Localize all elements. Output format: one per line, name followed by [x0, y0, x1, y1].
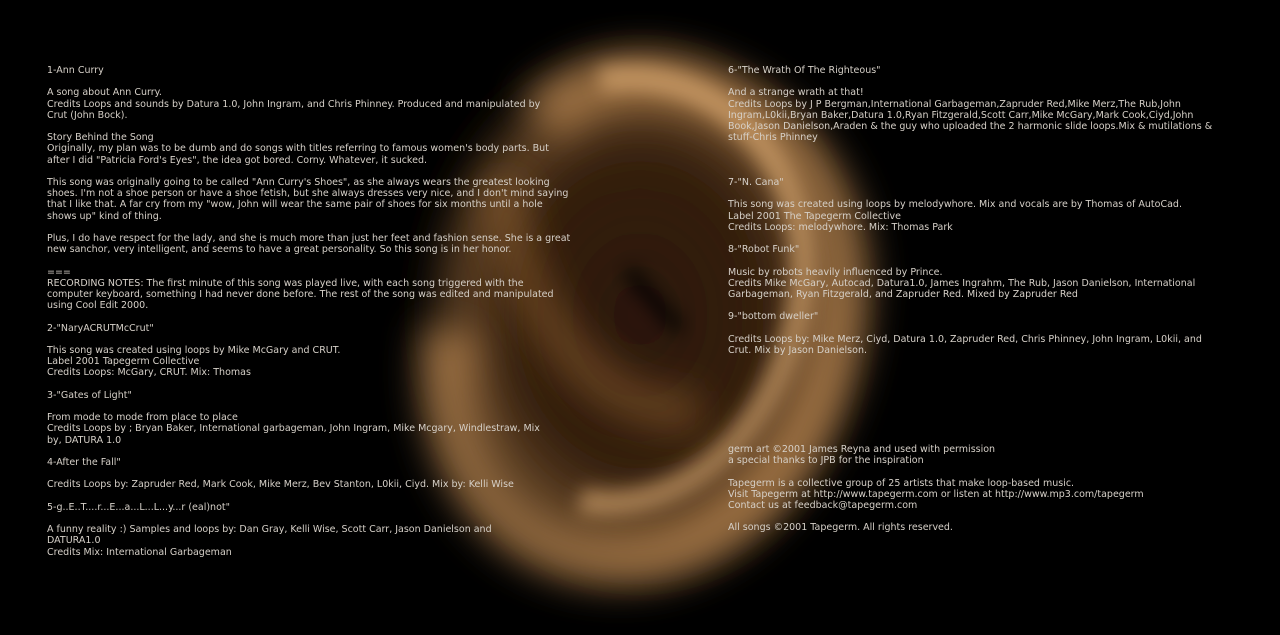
text-line: Book,Jason Danielson,Araden & the guy who uploaded the 2 harmonic slide loops.Mix & mutilations & [728, 121, 1213, 132]
text-line: DATURA1.0 [47, 535, 101, 547]
text-line: shows up" kind of thing. [47, 210, 162, 222]
text-line: And a strange wrath at that! [728, 87, 864, 99]
text-line: === [47, 266, 71, 278]
text-line: Ingram,L0kii,Bryan Baker,Datura 1.0,Ryan Fitzgerald,Scott Carr,Mike McGary,Mark Cook,Ciyd,John [728, 109, 1194, 121]
text-block [47, 479, 572, 490]
text-block [47, 412, 572, 446]
text-line: 3-"Gates of Light" [47, 389, 132, 401]
text-line: 6-"The Wrath Of The Righteous" [728, 65, 881, 76]
text-line: Garbageman, Ryan Fitzgerald, and Zapruder Red. Mixed by Zapruder Red [728, 288, 1078, 300]
text-block [47, 132, 572, 166]
text-line: 8-"Robot Funk" [728, 244, 800, 256]
text-line: stuff-Chris Phinney [728, 132, 818, 144]
text-line: Credits Loops: McGary, CRUT. Mix: Thomas [47, 367, 251, 379]
left-column [47, 65, 572, 569]
text-block [47, 267, 572, 312]
text-block [728, 444, 1213, 466]
text-block [47, 65, 572, 76]
text-line: Credits Loops by: Zapruder Red, Mark Cook, Mike Merz, Bev Stanton, L0kii, Ciyd. Mix by: Kelli Wise [47, 479, 514, 491]
text-block [47, 345, 572, 379]
text-line: Originally, my plan was to be dumb and do songs with titles referring to famous women's body parts. But [47, 143, 549, 155]
text-line: Credits Loops: melodywhore. Mix: Thomas Park [728, 221, 953, 233]
text-line: All songs ©2001 Tapegerm. All rights reserved. [728, 522, 953, 534]
footer-credits [728, 444, 1213, 545]
text-line: 4-After the Fall" [47, 456, 121, 468]
text-line: Crut. Mix by Jason Danielson. [728, 344, 867, 356]
text-line: Label 2001 Tapegerm Collective [47, 356, 200, 368]
text-line: From mode to mode from place to place [47, 412, 238, 424]
text-line: Credits Loops by: Mike Merz, Ciyd, Datura 1.0, Zapruder Red, Chris Phinney, John Ingram, L0kii, and [728, 333, 1202, 345]
text-line: 5-g..E..T....r...E...a...L...L...y...r (eal)not" [47, 501, 230, 513]
text-line: Music by robots heavily influenced by Prince. [728, 266, 943, 278]
text-line: A funny reality :) Samples and loops by: Dan Gray, Kelli Wise, Scott Carr, Jason Danielson and [47, 524, 492, 536]
text-block [728, 87, 1213, 143]
text-line: RECORDING NOTES: The first minute of this song was played live, with each song triggered with the [47, 277, 524, 289]
text-line: Story Behind the Song [47, 132, 154, 144]
text-line: that I like that. A far cry from my "wow, John will wear the same pair of shoes for six months until a hole [47, 199, 543, 211]
text-line: computer keyboard, something I had never done before. The rest of the song was edited and manipulated [47, 288, 554, 300]
text-line: Tapegerm is a collective group of 25 artists that make loop-based music. [728, 477, 1075, 489]
text-line: 7-"N. Cana" [728, 176, 784, 188]
text-line: Credits Loops by J P Bergman,International Garbageman,Zapruder Red,Mike Merz,The Rub,John [728, 98, 1181, 110]
text-line: a special thanks to JPB for the inspiration [728, 455, 924, 467]
text-line: Plus, I do have respect for the lady, and she is much more than just her feet and fashion sense. She is a great [47, 232, 571, 244]
text-block [728, 244, 1213, 255]
text-block [728, 177, 1213, 188]
text-line: Credits Loops and sounds by Datura 1.0, John Ingram, and Chris Phinney. Produced and manipulated by [47, 98, 541, 110]
text-block [47, 177, 572, 222]
text-block [47, 502, 572, 513]
text-line: This song was created using loops by melodywhore. Mix and vocals are by Thomas of AutoCad. [728, 199, 1182, 211]
text-line: Contact us at feedback@tapegerm.com [728, 500, 918, 511]
text-line: Label 2001 The Tapegerm Collective [728, 210, 901, 222]
text-block [728, 522, 1213, 533]
text-line: Visit Tapegerm at http://www.tapegerm.com or listen at http://www.mp3.com/tapegerm [728, 488, 1144, 500]
text-block [728, 311, 1213, 322]
text-block [728, 155, 1213, 166]
text-block [47, 87, 572, 121]
text-line: A song about Ann Curry. [47, 87, 162, 99]
text-line [728, 155, 1213, 166]
text-block [47, 323, 572, 334]
text-line: new sanchor, very intelligent, and seems to have a great personality. So this song is in her honor. [47, 244, 512, 256]
text-line: using Cool Edit 2000. [47, 300, 149, 312]
text-line: 2-"NaryACRUTMcCrut" [47, 322, 154, 334]
text-line: by, DATURA 1.0 [47, 434, 122, 446]
text-block [47, 233, 572, 255]
text-line: 9-"bottom dweller" [728, 311, 819, 323]
text-block [728, 199, 1213, 233]
right-column [728, 65, 1213, 367]
text-line: 1-Ann Curry [47, 65, 104, 76]
text-line: after I did "Patricia Ford's Eyes", the idea got bored. Corny. Whatever, it sucked. [47, 154, 427, 166]
text-block [47, 390, 572, 401]
text-line: This song was originally going to be called "Ann Curry's Shoes", as she always wears the greatest looking [47, 176, 550, 188]
text-block [47, 524, 572, 558]
text-line: Crut (John Bock). [47, 109, 128, 121]
text-line: Credits Mix: International Garbageman [47, 546, 232, 558]
text-block [728, 267, 1213, 301]
text-line: Credits Loops by ; Bryan Baker, International garbageman, John Ingram, Mike Mcgary, Windlestraw, Mix [47, 423, 540, 435]
text-line: shoes. I'm not a shoe person or have a shoe fetish, but she always dresses very nice, and I don't mind saying [47, 188, 569, 200]
text-block [728, 478, 1213, 512]
text-block [728, 334, 1213, 356]
text-line: This song was created using loops by Mike McGary and CRUT. [47, 344, 341, 356]
text-block [47, 457, 572, 468]
text-block [728, 65, 1213, 76]
text-line: germ art ©2001 James Reyna and used with permission [728, 444, 996, 455]
text-line: Credits Mike McGary, Autocad, Datura1.0, James Ingrahm, The Rub, Jason Danielson, International [728, 277, 1196, 289]
